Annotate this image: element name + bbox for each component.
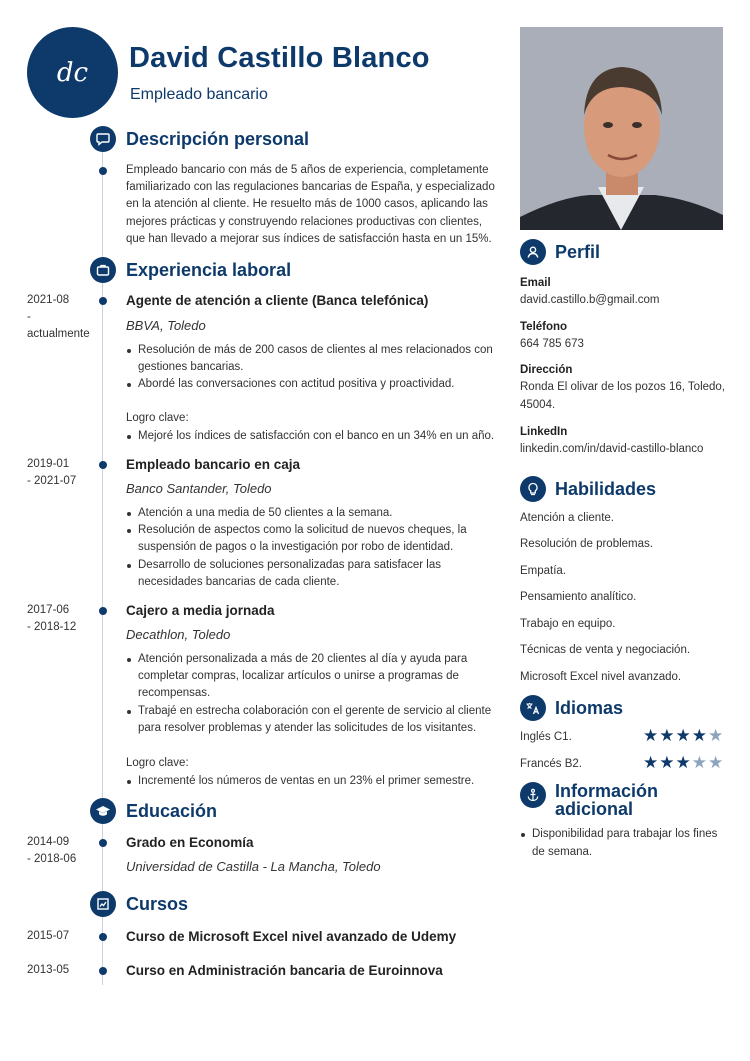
school-name: Universidad de Castilla - La Mancha, Toledo xyxy=(126,859,381,874)
date-end: actualmente xyxy=(27,328,90,340)
list-item: Trabajé en estrecha colaboración con el gerente de servicio al cliente para resolver problemas y atender las solicitudes de los visitantes. xyxy=(126,703,496,737)
language-name: Francés B2. xyxy=(520,758,582,770)
monogram-logo xyxy=(27,27,118,118)
certificate-icon xyxy=(90,891,116,917)
star-empty-icon: ★ xyxy=(708,726,724,745)
section-title-experiencia: Experiencia laboral xyxy=(126,260,292,280)
date-start: 2017-06 xyxy=(27,604,70,616)
linkedin-label: LinkedIn xyxy=(520,426,568,438)
star-empty-icon: ★ xyxy=(708,753,724,772)
skill-item: Técnicas de venta y negociación. xyxy=(520,644,691,656)
list-item: Desarrollo de soluciones personalizadas para satisfacer las necesidades bancarias de cada cliente. xyxy=(126,557,496,591)
job-date xyxy=(27,602,95,636)
user-icon xyxy=(520,239,546,265)
job-date xyxy=(27,292,95,343)
date-start: 2019-01 xyxy=(27,458,70,470)
job-bullets xyxy=(126,651,496,737)
list-item: Abordé las conversaciones con actitud positiva y proactividad. xyxy=(126,376,496,393)
star-filled-icon: ★ xyxy=(659,726,675,745)
timeline-dot xyxy=(99,167,107,175)
additional-info-list xyxy=(520,826,730,861)
skill-item: Resolución de problemas. xyxy=(520,538,653,550)
date-separator: - xyxy=(27,311,31,323)
star-filled-icon: ★ xyxy=(659,753,675,772)
candidate-job-title: Empleado bancario xyxy=(130,86,268,103)
course-date: 2013-05 xyxy=(27,964,70,976)
phone-label: Teléfono xyxy=(520,321,568,333)
monogram-text: dc xyxy=(56,57,89,88)
achievement-label: Logro clave: xyxy=(126,412,189,424)
translate-icon xyxy=(520,695,546,721)
job-date xyxy=(27,456,95,490)
skill-item: Microsoft Excel nivel avanzado. xyxy=(520,671,682,683)
address-label: Dirección xyxy=(520,364,573,376)
phone-value: 664 785 673 xyxy=(520,338,584,350)
course-date: 2015-07 xyxy=(27,930,70,942)
date-start: 2021-08 xyxy=(27,294,70,306)
skill-item: Pensamiento analítico. xyxy=(520,591,637,603)
section-title-cursos: Cursos xyxy=(126,894,189,914)
list-item: Atención a una media de 50 clientes a la semana. xyxy=(126,505,496,522)
date-end: - 2018-12 xyxy=(27,621,77,633)
section-title-informacion xyxy=(555,782,658,818)
section-title-perfil: Perfil xyxy=(555,242,601,262)
job-company: Decathlon, Toledo xyxy=(126,627,231,642)
job-title: Agente de atención a cliente (Banca telefónica) xyxy=(126,293,429,308)
list-item: Disponibilidad para trabajar los fines de semana. xyxy=(520,826,730,861)
timeline-dot xyxy=(99,297,107,305)
job-title: Cajero a media jornada xyxy=(126,603,275,618)
job-title: Empleado bancario en caja xyxy=(126,457,301,472)
section-title-idiomas: Idiomas xyxy=(555,698,624,718)
timeline-dot xyxy=(99,461,107,469)
degree-title: Grado en Economía xyxy=(126,835,254,850)
profile-photo xyxy=(520,27,723,230)
language-rating xyxy=(643,727,723,744)
personal-description: Empleado bancario con más de 5 años de experiencia, completamente familiarizado con las regulaciones bancarias de España, y especializado en la atención al cliente. He resuelto más de 1000 casos, aplicando las mejores prácticas y construyendo relaciones productivas con clientes, que han llevado a mejorar sus índices de satisfacción hasta en un 15%. xyxy=(126,164,495,245)
skill-item: Trabajo en equipo. xyxy=(520,618,616,630)
skill-item: Empatía. xyxy=(520,565,567,577)
address-value: Ronda El olivar de los pozos 16, Toledo, 45004. xyxy=(520,381,726,411)
title-line: Información xyxy=(555,781,659,801)
achievement-list xyxy=(126,773,496,790)
achievement-label: Logro clave: xyxy=(126,757,189,769)
list-item: Atención personalizada a más de 20 clientes al día y ayuda para completar compras, localizar artículos o unirse a programas de recompensas. xyxy=(126,651,496,703)
list-item: Resolución de aspectos como la solicitud de nuevos cheques, la suspensión de pagos o la investigación por robo de identidad. xyxy=(126,522,496,556)
title-line: adicional xyxy=(555,799,634,819)
education-date xyxy=(27,834,95,868)
list-item: Incrementé los números de ventas en un 23% el primer semestre. xyxy=(126,773,496,790)
list-item: Mejoré los índices de satisfacción con el banco en un 34% en un año. xyxy=(126,428,496,445)
language-name: Inglés C1. xyxy=(520,731,572,743)
email-value: david.castillo.b@gmail.com xyxy=(520,294,660,306)
anchor-icon xyxy=(520,782,546,808)
candidate-name: David Castillo Blanco xyxy=(129,42,430,74)
timeline-dot xyxy=(99,967,107,975)
timeline-dot xyxy=(99,933,107,941)
star-filled-icon: ★ xyxy=(675,753,691,772)
star-filled-icon: ★ xyxy=(643,726,659,745)
graduation-cap-icon xyxy=(90,798,116,824)
date-start: 2014-09 xyxy=(27,836,70,848)
timeline-dot xyxy=(99,839,107,847)
job-bullets xyxy=(126,342,496,394)
section-title-educacion: Educación xyxy=(126,801,218,821)
skill-item: Atención a cliente. xyxy=(520,512,614,524)
section-title-habilidades: Habilidades xyxy=(555,479,657,499)
section-title-descripcion: Descripción personal xyxy=(126,129,310,149)
job-bullets xyxy=(126,505,496,591)
lightbulb-icon xyxy=(520,476,546,502)
achievement-list xyxy=(126,428,496,445)
date-end: - 2018-06 xyxy=(27,853,77,865)
job-company: Banco Santander, Toledo xyxy=(126,481,272,496)
linkedin-value: linkedin.com/in/david-castillo-blanco xyxy=(520,443,704,455)
course-name: Curso de Microsoft Excel nivel avanzado de Udemy xyxy=(126,929,457,944)
star-empty-icon: ★ xyxy=(691,753,707,772)
date-end: - 2021-07 xyxy=(27,475,77,487)
list-item: Resolución de más de 200 casos de clientes al mes relacionados con gestiones bancarias. xyxy=(126,342,496,376)
email-label: Email xyxy=(520,277,551,289)
briefcase-icon xyxy=(90,257,116,283)
language-rating xyxy=(643,754,723,771)
star-filled-icon: ★ xyxy=(643,753,659,772)
course-name: Curso en Administración bancaria de Euroinnova xyxy=(126,963,443,978)
job-company: BBVA, Toledo xyxy=(126,318,206,333)
speech-bubble-icon xyxy=(90,126,116,152)
star-filled-icon: ★ xyxy=(675,726,691,745)
star-filled-icon: ★ xyxy=(691,726,707,745)
timeline-dot xyxy=(99,607,107,615)
